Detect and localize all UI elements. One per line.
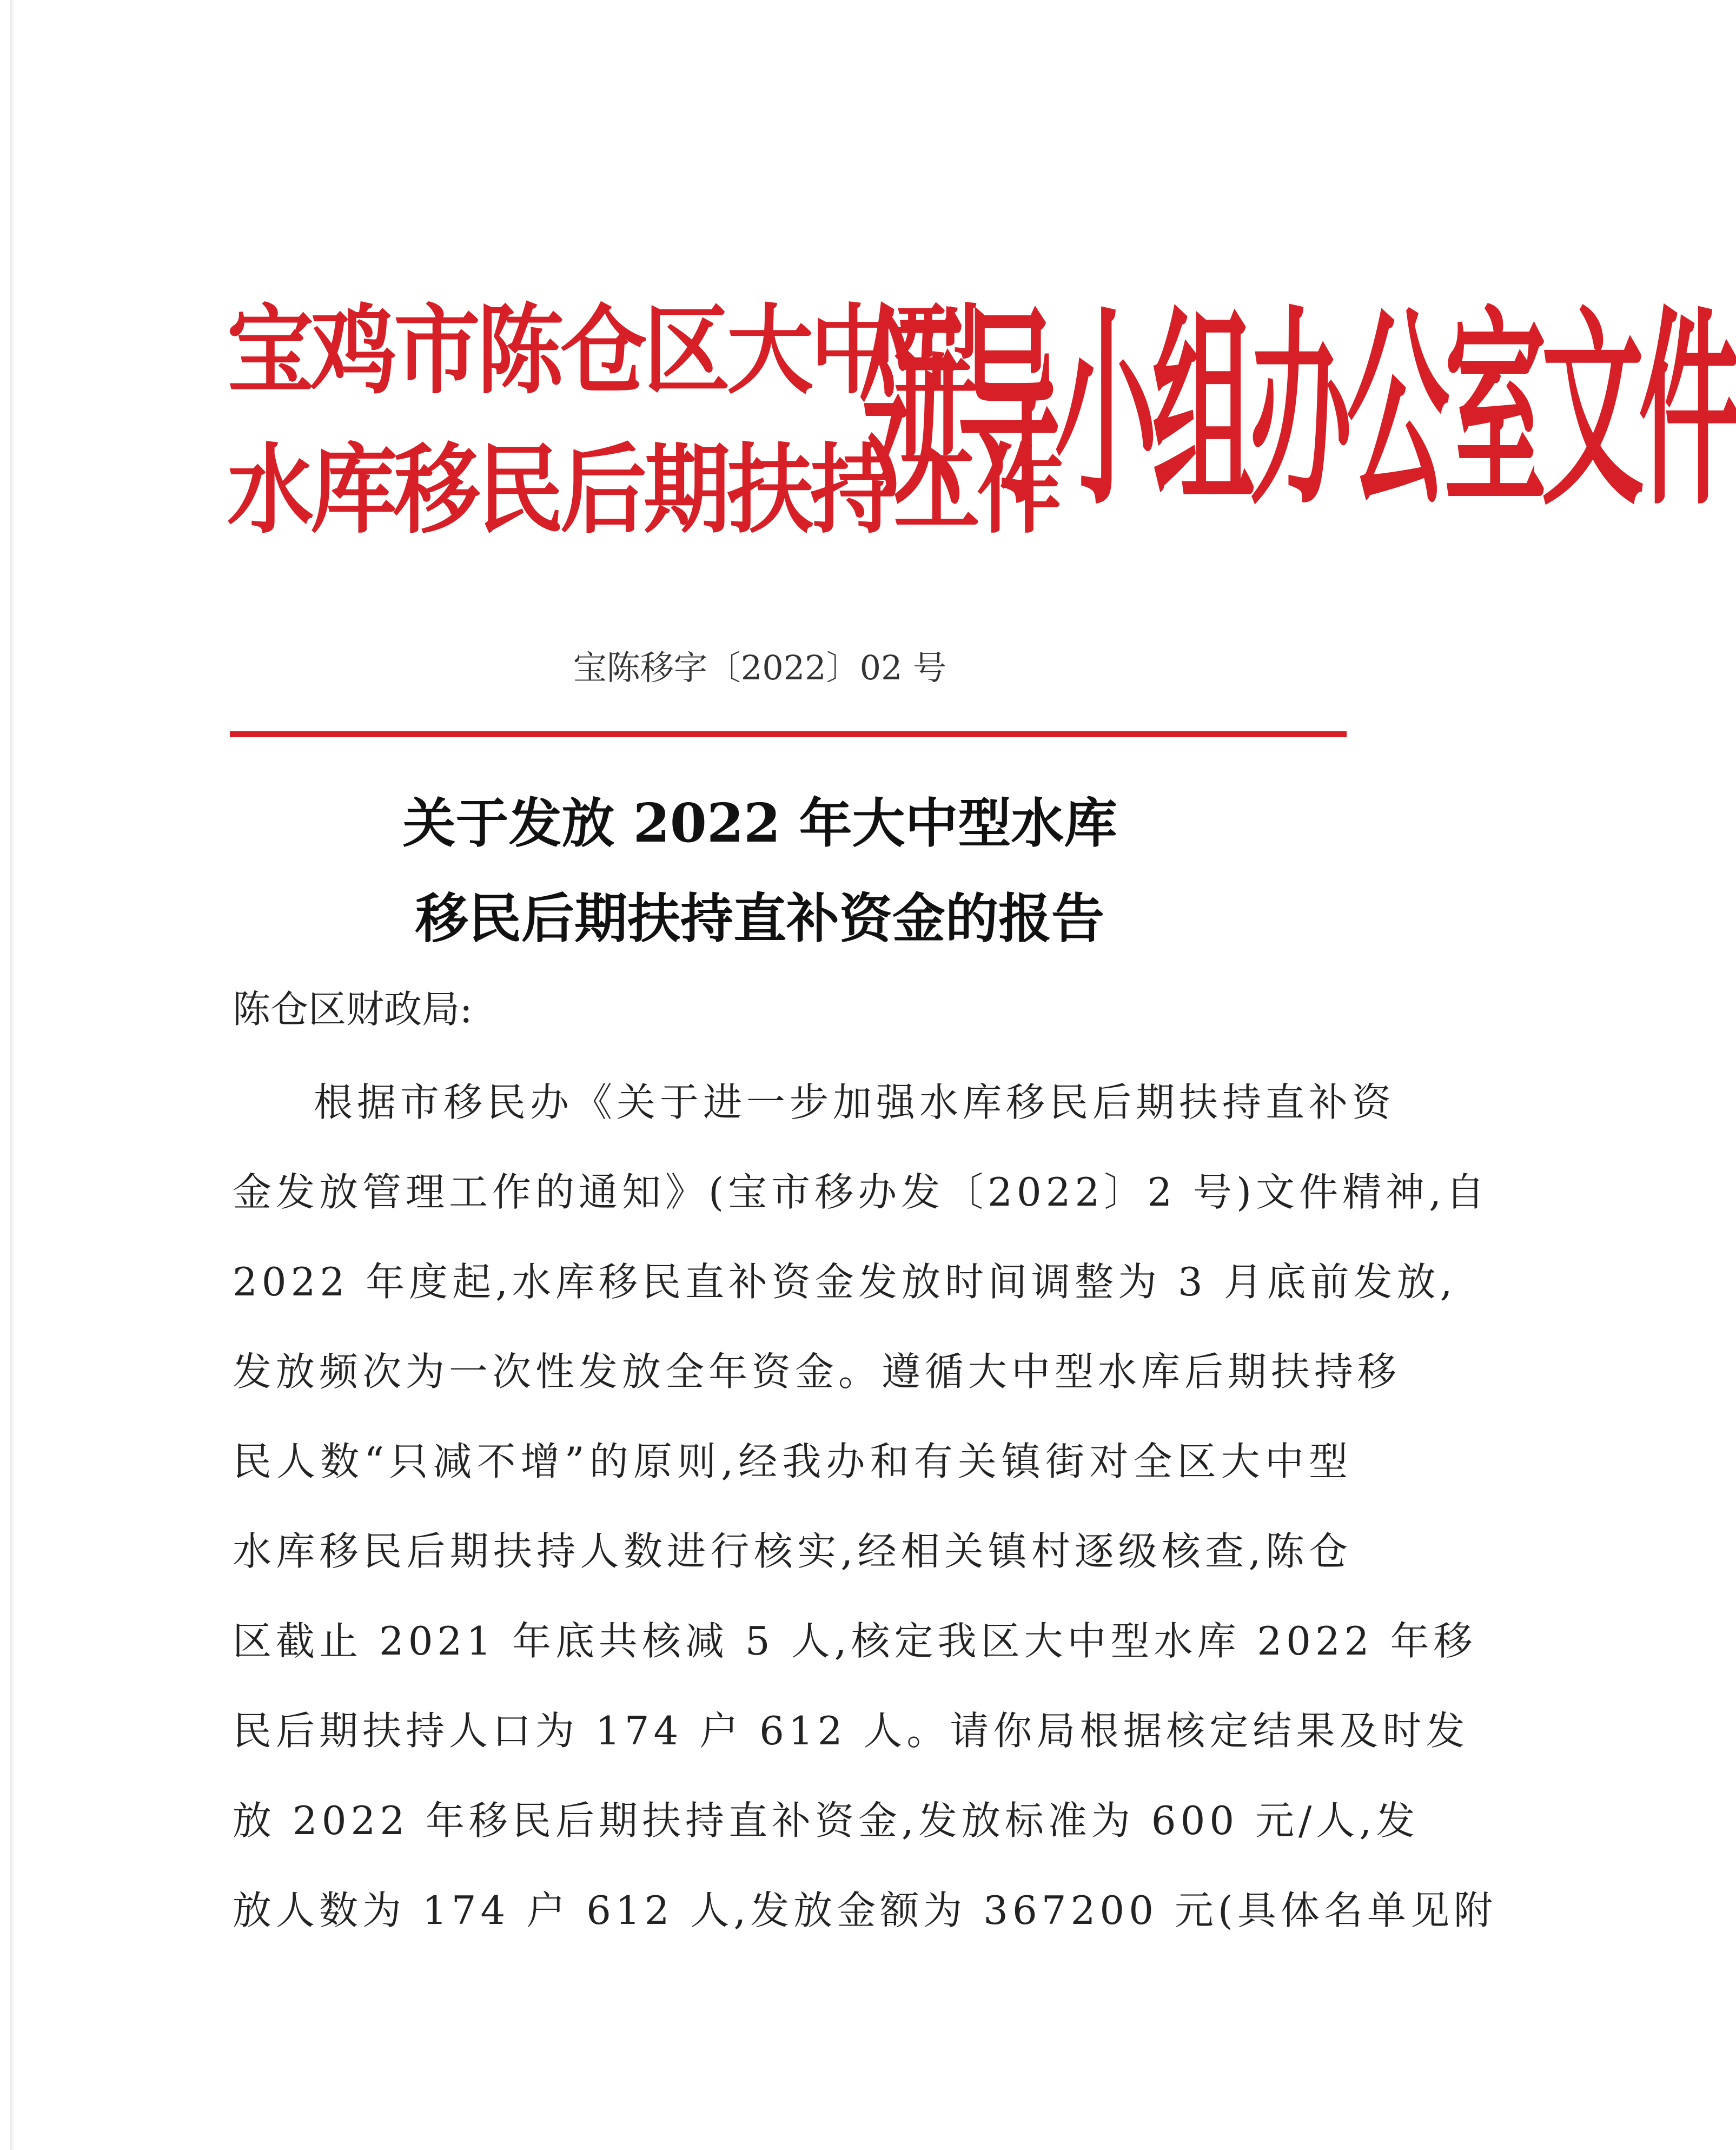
body-line: 放人数为 174 户 612 人,发放金额为 367200 元(具体名单见附 — [233, 1888, 1498, 1933]
scan-edge — [10, 0, 15, 2150]
body-line: 水库移民后期扶持人数进行核实,经相关镇村逐级核查,陈仓 — [233, 1529, 1352, 1574]
body-line: 区截止 2021 年底共核减 5 人,核定我区大中型水库 2022 年移 — [233, 1618, 1477, 1664]
body-line: 民人数“只减不增”的原则,经我办和有关镇街对全区大中型 — [233, 1439, 1352, 1484]
body-line: 金发放管理工作的通知》(宝市移办发〔2022〕2 号)文件精神,自 — [233, 1169, 1489, 1215]
body-paragraph — [233, 1057, 1498, 1955]
red-divider-line — [230, 731, 1347, 737]
issuer-name-block — [227, 281, 1061, 560]
title-line-2: 移民后期扶持直补资金的报告 — [415, 888, 1104, 950]
title-line-1: 关于发放 2022 年大中型水库 — [402, 792, 1117, 855]
body-line: 根据市移民办《关于进一步加强水库移民后期扶持直补资 — [314, 1080, 1396, 1125]
body-line: 2022 年度起,水库移民直补资金发放时间调整为 3 月底前发放, — [233, 1259, 1457, 1305]
addressee: 陈仓区财政局: — [233, 987, 473, 1031]
document-type-heading: 领导小组办公室文件 — [860, 288, 1736, 534]
body-line: 发放频次为一次性发放全年资金。遵循大中型水库后期扶持移 — [233, 1349, 1401, 1394]
document-number: 宝陈移字〔2022〕02 号 — [573, 648, 947, 687]
issuer-line-1: 宝鸡市陈仓区大中型 — [227, 294, 977, 407]
body-line: 民后期扶持人口为 174 户 612 人。请你局根据核定结果及时发 — [233, 1708, 1469, 1754]
issuer-line-2: 水库移民后期扶持工作 — [227, 433, 1061, 547]
body-line: 放 2022 年移民后期扶持直补资金,发放标准为 600 元/人,发 — [233, 1798, 1420, 1843]
document-title — [0, 776, 1520, 967]
